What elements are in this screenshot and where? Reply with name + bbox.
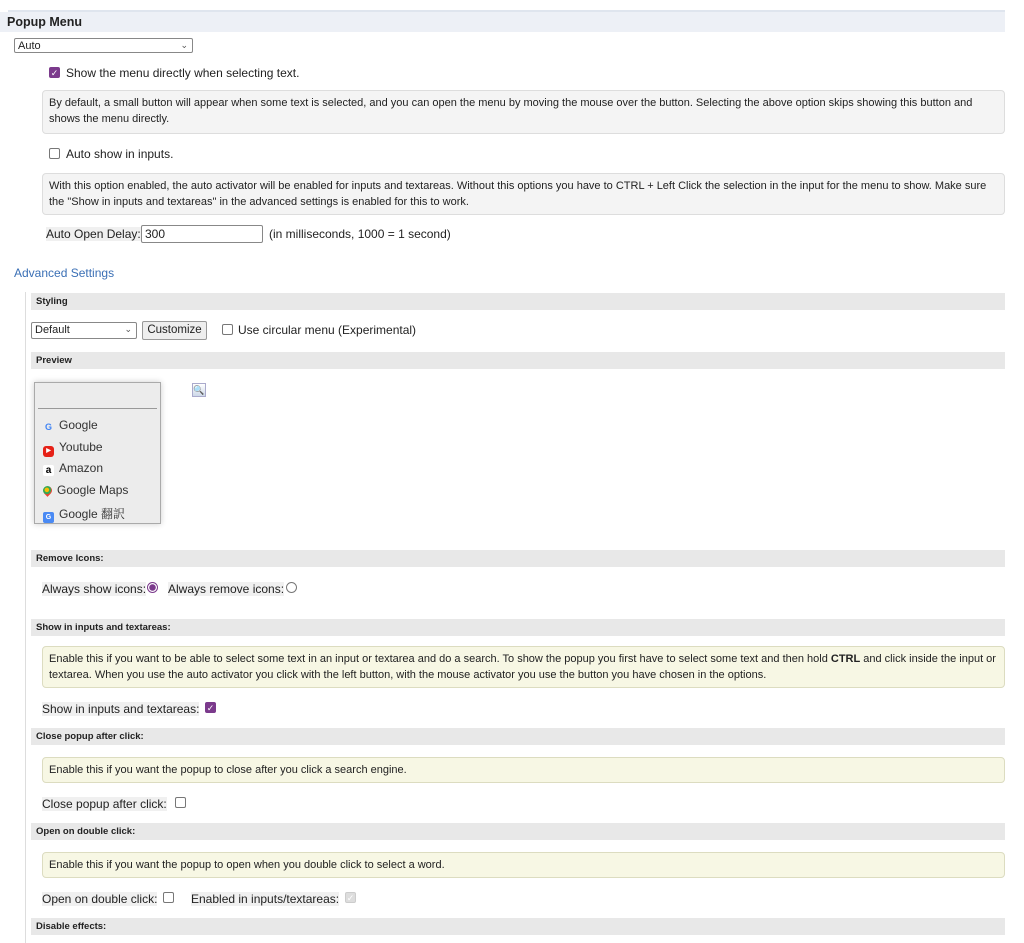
youtube-icon: ▶ [43, 446, 54, 457]
style-theme-select[interactable] [31, 322, 137, 339]
desc-text: and click inside the input or textarea. When you use the auto activator you click with the left button, with the mouse activator you use the button you have chosen in the options. [49, 653, 996, 681]
item-label: Google 翻訳 [59, 507, 126, 521]
amazon-icon: a [43, 465, 54, 476]
preview-item-google[interactable] [43, 418, 98, 433]
preview-item-amazon[interactable] [43, 461, 103, 476]
item-label: Google Maps [57, 483, 129, 497]
double-click-inputs-label: Enabled in inputs/textareas: [191, 892, 340, 906]
google-icon: G [44, 422, 52, 432]
double-click-label: Open on double click: [42, 892, 158, 906]
show-inputs-label: Show in inputs and textareas: [42, 702, 200, 716]
section-header-show-inputs: Show in inputs and textareas: [31, 619, 1005, 636]
show-inputs-description [42, 646, 1005, 688]
item-label: Amazon [59, 461, 104, 475]
google-translate-icon: G [43, 512, 54, 523]
auto-open-delay-hint: (in milliseconds, 1000 = 1 second) [269, 227, 451, 241]
customize-button[interactable]: Customize [142, 321, 207, 340]
desc-key: CTRL [830, 653, 861, 665]
popup-mode-select[interactable] [14, 38, 193, 53]
circular-menu-checkbox[interactable] [222, 324, 233, 335]
auto-show-inputs-description: With this option enabled, the auto activator will be enabled for inputs and textareas. Without this options you have to CTRL + Left Click the selection in the input for the menu to show. Make sure the "Show in inputs and textareas" in the advanced settings is enabled for this to work. [42, 173, 1005, 215]
section-header-disable-effects: Disable effects: [31, 918, 1005, 935]
search-button-preview-icon[interactable]: 🔍 [193, 385, 205, 395]
section-header-preview: Preview [31, 352, 1005, 369]
auto-open-delay-input[interactable]: 300 [141, 225, 263, 243]
chevron-down-icon: ⌄ [180, 40, 188, 50]
close-popup-checkbox[interactable] [175, 797, 186, 808]
section-header-double-click: Open on double click: [31, 823, 1005, 840]
auto-open-delay-label: Auto Open Delay: [46, 227, 141, 241]
menu-separator [38, 408, 157, 409]
double-click-checkbox[interactable] [163, 892, 174, 903]
section-header-popup-menu: Popup Menu [0, 12, 1005, 32]
show-directly-description: By default, a small button will appear when some text is selected, and you can open the menu by moving the mouse over the button. Selecting the above option skips showing this button and shows the menu directly. [42, 90, 1005, 134]
advanced-left-border [25, 292, 26, 943]
desc-text: Enable this if you want to be able to select some text in an input or textarea and do a search. To show the popup you first have to select some text and then hold [49, 653, 831, 665]
close-popup-description: Enable this if you want the popup to close after you click a search engine. [42, 757, 1005, 783]
double-click-description: Enable this if you want the popup to open when you double click to select a word. [42, 852, 1005, 878]
always-show-icons-label: Always show icons: [42, 582, 147, 596]
preview-item-youtube[interactable] [43, 440, 103, 457]
chevron-down-icon: ⌄ [124, 324, 132, 334]
show-directly-label: Show the menu directly when selecting text. [66, 66, 300, 80]
show-inputs-checkbox[interactable]: ✓ [206, 703, 215, 713]
preview-item-google-maps[interactable] [43, 483, 128, 497]
item-label: Youtube [59, 440, 103, 454]
auto-show-inputs-checkbox[interactable] [49, 148, 60, 159]
popup-mode-value: Auto [18, 40, 41, 52]
show-directly-checkbox[interactable]: ✓ [50, 68, 59, 78]
style-theme-value: Default [35, 324, 70, 336]
section-header-close-popup: Close popup after click: [31, 728, 1005, 745]
preview-popup-menu [34, 382, 161, 524]
circular-menu-label: Use circular menu (Experimental) [238, 323, 417, 337]
always-show-icons-radio[interactable] [147, 582, 158, 593]
section-header-styling: Styling [31, 293, 1005, 310]
preview-item-google-translate[interactable] [43, 505, 125, 523]
always-remove-icons-radio[interactable] [286, 582, 297, 593]
section-header-remove-icons: Remove Icons: [31, 550, 1005, 567]
advanced-settings-link[interactable]: Advanced Settings [14, 266, 115, 280]
item-label: Google [59, 418, 98, 432]
auto-show-inputs-label: Auto show in inputs. [66, 147, 174, 161]
close-popup-label: Close popup after click: [42, 797, 167, 811]
always-remove-icons-label: Always remove icons: [168, 582, 285, 596]
google-maps-icon [41, 484, 54, 497]
double-click-inputs-checkbox: ✓ [346, 893, 355, 903]
